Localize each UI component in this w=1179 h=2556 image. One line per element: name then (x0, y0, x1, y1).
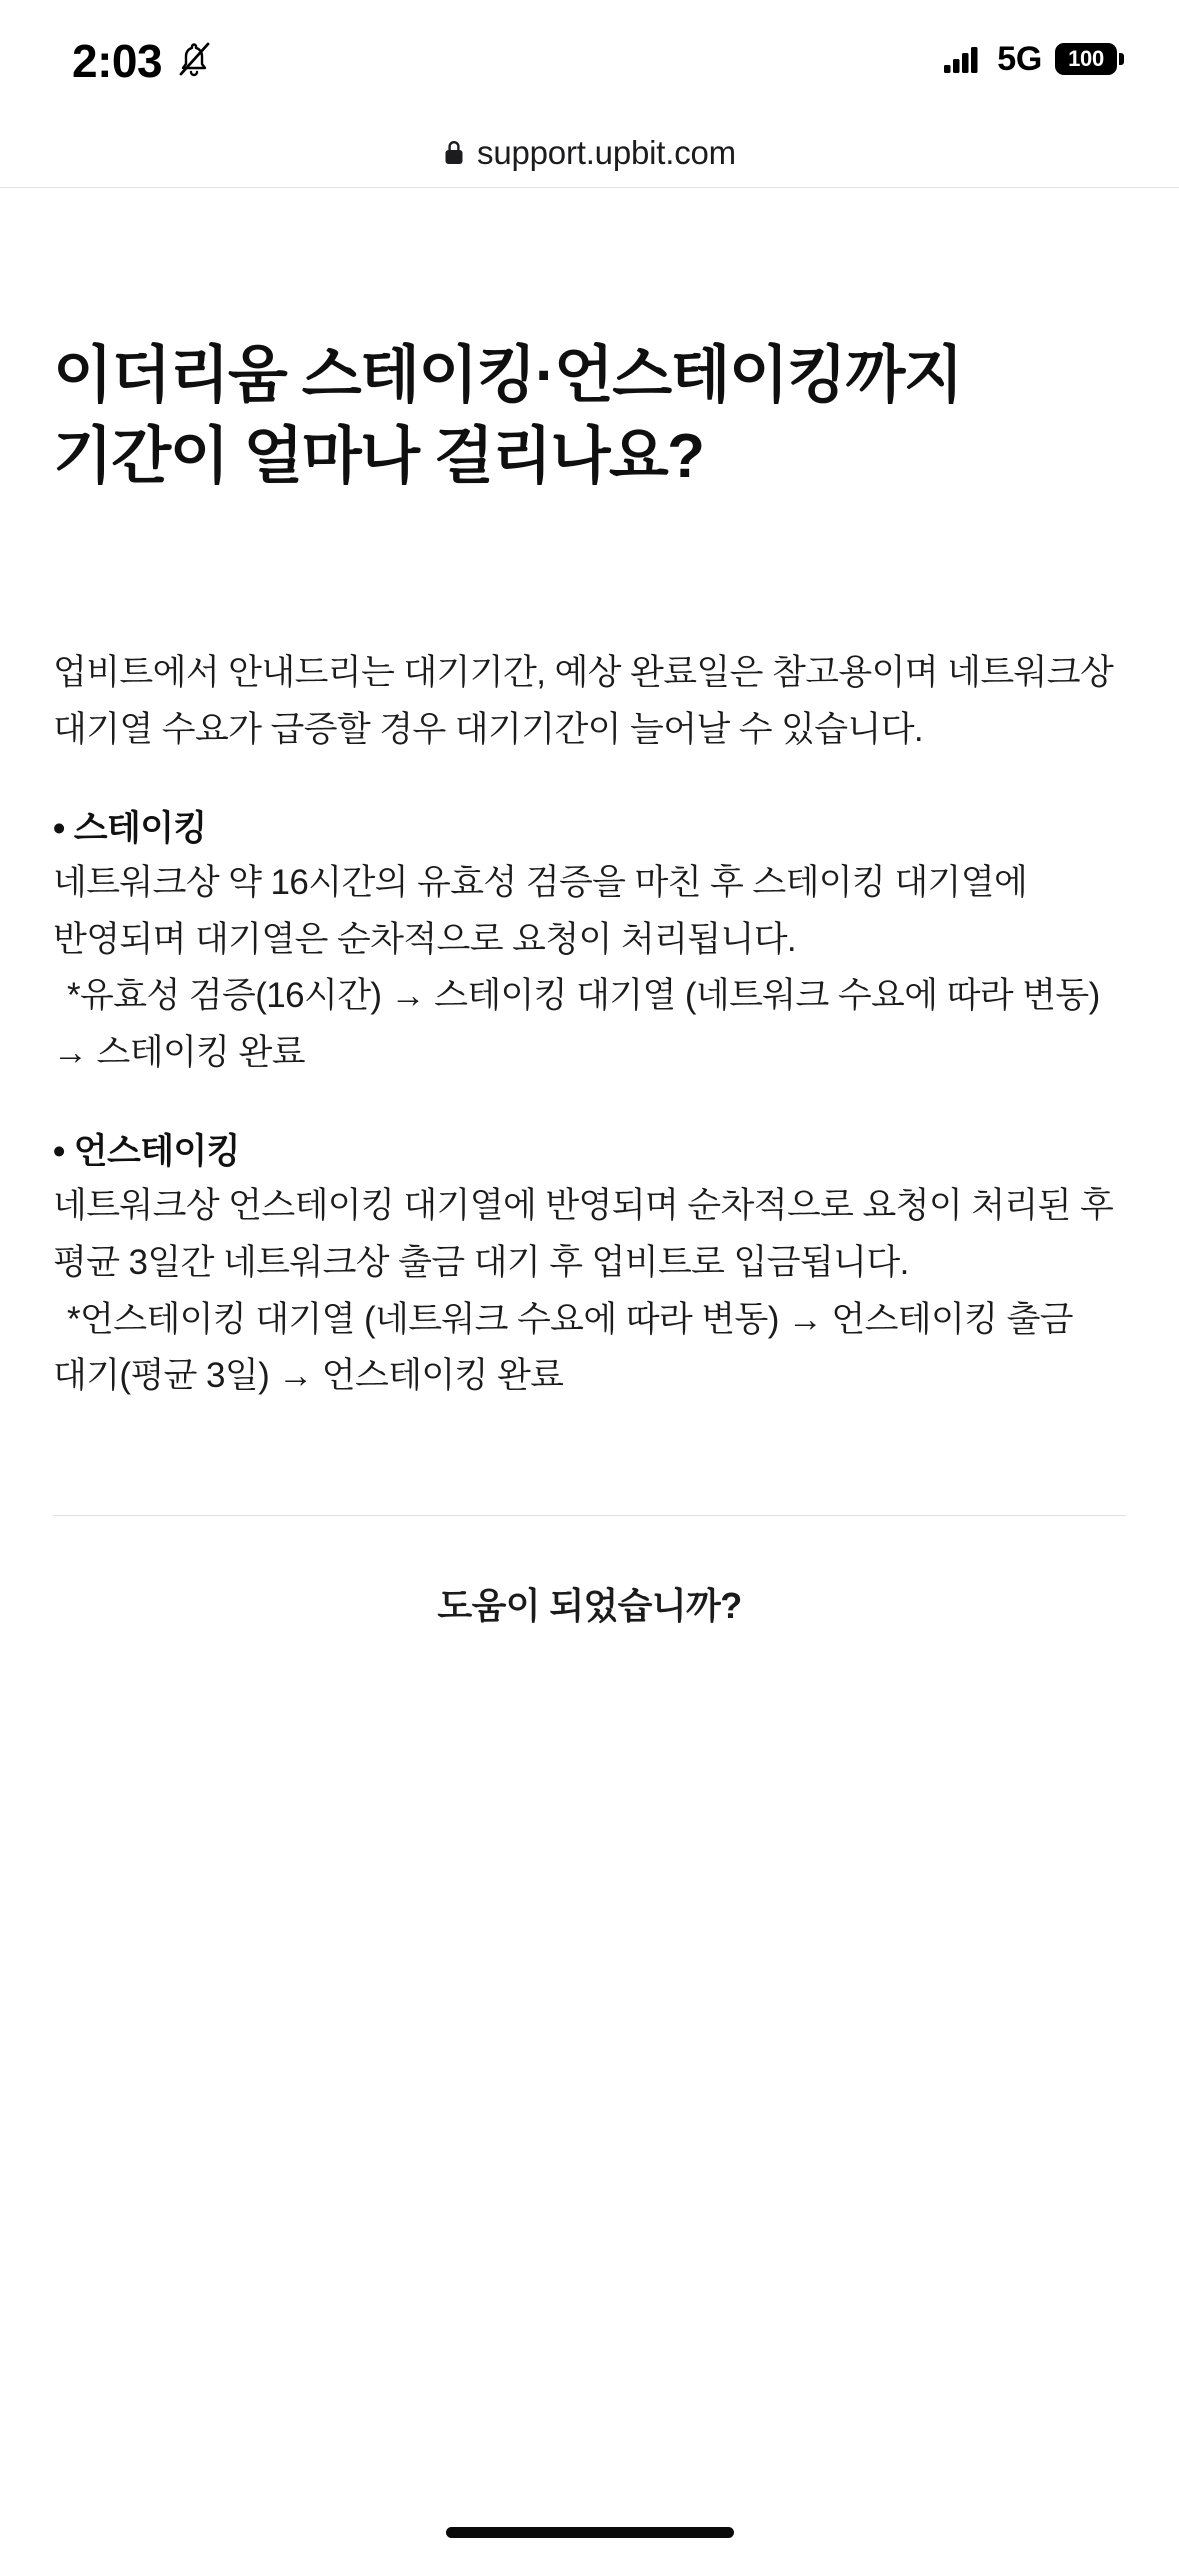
status-bar-left (72, 34, 212, 87)
battery-indicator (1055, 43, 1117, 75)
browser-url-bar[interactable] (0, 118, 1179, 188)
status-bar (0, 0, 1179, 118)
section-staking-heading: • 스테이킹 (53, 808, 207, 848)
helpful-section (0, 1578, 1179, 1629)
section-staking-flow: *유효성 검증(16시간) → 스테이킹 대기열 (네트워크 수요에 따라 변동) → 스테이킹 완료 (53, 976, 1100, 1073)
section-unstaking-flow: *언스테이킹 대기열 (네트워크 수요에 따라 변동) → 언스테이킹 출금 대기(평균 3일) → 언스테이킹 완료 (53, 1299, 1073, 1396)
section-staking-body: 네트워크상 약 16시간의 유효성 검증을 마친 후 스테이킹 대기열에 반영되며 대기열은 순차적으로 요청이 처리됩니다. (53, 863, 1028, 959)
status-bar-right (944, 40, 1117, 79)
page-title: 이더리움 스테이킹·언스테이킹까지 기간이 얼마나 걸리나요? (53, 341, 963, 491)
lock-icon (443, 139, 465, 167)
battery-cap (1119, 53, 1124, 65)
footer-divider (53, 1515, 1126, 1516)
bell-off-icon (176, 39, 212, 79)
home-indicator[interactable] (446, 2527, 734, 2538)
section-unstaking-body: 네트워크상 언스테이킹 대기열에 반영되며 순차적으로 요청이 처리된 후 평균 3일간 네트워크상 출금 대기 후 업비트로 입금됩니다. (53, 1186, 1114, 1282)
status-time: 2:03 (72, 35, 163, 87)
intro-paragraph: 업비트에서 안내드리는 대기기간, 예상 완료일은 참고용이며 네트워크상 대기열 수요가 급증할 경우 대기기간이 늘어날 수 있습니다. (53, 653, 1114, 749)
section-unstaking-heading: • 언스테이킹 (53, 1131, 240, 1171)
section-staking (53, 803, 1126, 1082)
helpful-question-label: 도움이 되었습니까? (437, 1585, 742, 1627)
battery-level-label: 100 (1068, 46, 1104, 71)
article-body (53, 645, 1126, 1405)
url-text: support.upbit.com (477, 133, 736, 171)
article-content (0, 336, 1179, 1405)
section-unstaking (53, 1126, 1126, 1405)
network-type-label: 5G (997, 39, 1042, 78)
cellular-signal-icon (944, 45, 984, 73)
